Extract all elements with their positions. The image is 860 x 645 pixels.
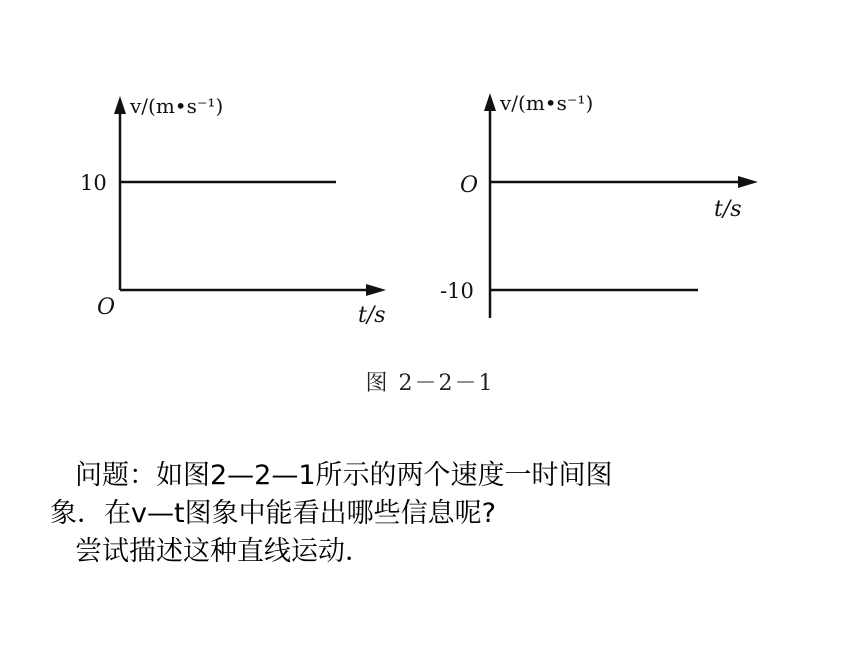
chart-2-xlabel: t/s	[714, 197, 742, 222]
question-line-2: 象．在v—t图象中能看出哪些信息呢?	[50, 498, 496, 529]
chart-2-y-arrow	[484, 93, 496, 111]
chart-1	[80, 94, 386, 328]
question-line-3: 尝试描述这种直线运动．	[75, 536, 372, 567]
chart-2-origin-label: O	[460, 173, 479, 198]
chart-1-ytick-label: 10	[80, 171, 107, 195]
chart-1-ylabel: v/(m•s⁻¹)	[130, 94, 224, 118]
figure-caption: 图 2－2－1	[365, 371, 495, 396]
chart-2-ylabel: v/(m•s⁻¹)	[500, 91, 594, 115]
chart-1-origin-label: O	[97, 295, 116, 320]
question-text	[50, 457, 830, 571]
chart-1-y-arrow	[114, 96, 126, 114]
chart-2-x-arrow	[738, 176, 758, 188]
chart-2-ytick-label: -10	[440, 279, 474, 303]
chart-1-xlabel: t/s	[358, 303, 386, 328]
chart-2	[440, 91, 758, 318]
chart-1-x-arrow	[366, 284, 386, 296]
question-line-1: 问题：如图2—2—1所示的两个速度一时间图	[75, 460, 613, 491]
